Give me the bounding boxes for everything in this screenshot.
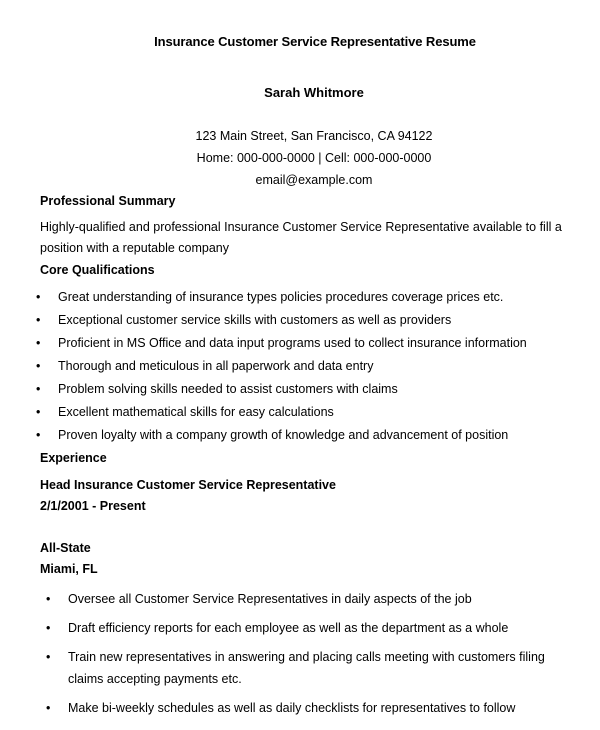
email-line: email@example.com bbox=[255, 173, 373, 187]
core-qualifications-list bbox=[36, 290, 576, 451]
list-item: • Train new representatives in answering and placing calls meeting with customers filing claims accepting payments etc. bbox=[46, 646, 576, 690]
list-item: • Proven loyalty with a company growth of knowledge and advancement of position bbox=[36, 428, 509, 442]
job-dates: 2/1/2001 - Present bbox=[40, 499, 146, 513]
list-item: • Proficient in MS Office and data input programs used to collect insurance information bbox=[36, 336, 527, 350]
document-title: Insurance Customer Service Representative Resume bbox=[154, 34, 476, 49]
professional-summary-text: Highly-qualified and professional Insurance Customer Service Representative available to fill a position with a reputable company bbox=[40, 220, 562, 255]
list-item: • Exceptional customer service skills with customers as well as providers bbox=[36, 313, 452, 327]
bullet-icon: • bbox=[36, 359, 41, 373]
list-item: • Draft efficiency reports for each employee as well as the department as a whole bbox=[46, 617, 576, 639]
professional-summary-heading: Professional Summary bbox=[40, 194, 176, 208]
list-item: • Great understanding of insurance types policies procedures coverage prices etc. bbox=[36, 290, 504, 304]
core-qualifications-heading: Core Qualifications bbox=[40, 263, 155, 277]
bullet-icon: • bbox=[36, 405, 41, 419]
candidate-name: Sarah Whitmore bbox=[264, 85, 364, 100]
experience-heading: Experience bbox=[40, 451, 107, 465]
bullet-icon: • bbox=[46, 701, 51, 715]
phone-line: Home: 000-000-0000 | Cell: 000-000-0000 bbox=[196, 151, 432, 165]
bullet-icon: • bbox=[46, 650, 51, 664]
list-item: • Thorough and meticulous in all paperwork and data entry bbox=[36, 359, 374, 373]
list-item: • Make bi-weekly schedules as well as daily checklists for representatives to follow bbox=[46, 697, 576, 719]
bullet-icon: • bbox=[46, 592, 51, 606]
bullet-icon: • bbox=[36, 336, 41, 350]
bullet-icon: • bbox=[46, 621, 51, 635]
company-name: All-State bbox=[40, 541, 91, 555]
bullet-icon: • bbox=[36, 290, 41, 304]
list-item: • Oversee all Customer Service Representatives in daily aspects of the job bbox=[46, 588, 576, 610]
job-title: Head Insurance Customer Service Representative bbox=[40, 478, 336, 492]
company-location: Miami, FL bbox=[40, 562, 98, 576]
bullet-icon: • bbox=[36, 313, 41, 327]
bullet-icon: • bbox=[36, 382, 41, 396]
bullet-icon: • bbox=[36, 428, 41, 442]
job-duties-list bbox=[46, 588, 576, 726]
list-item: • Problem solving skills needed to assist customers with claims bbox=[36, 382, 398, 396]
list-item: • Excellent mathematical skills for easy calculations bbox=[36, 405, 334, 419]
address-line: 123 Main Street, San Francisco, CA 94122 bbox=[195, 129, 433, 143]
